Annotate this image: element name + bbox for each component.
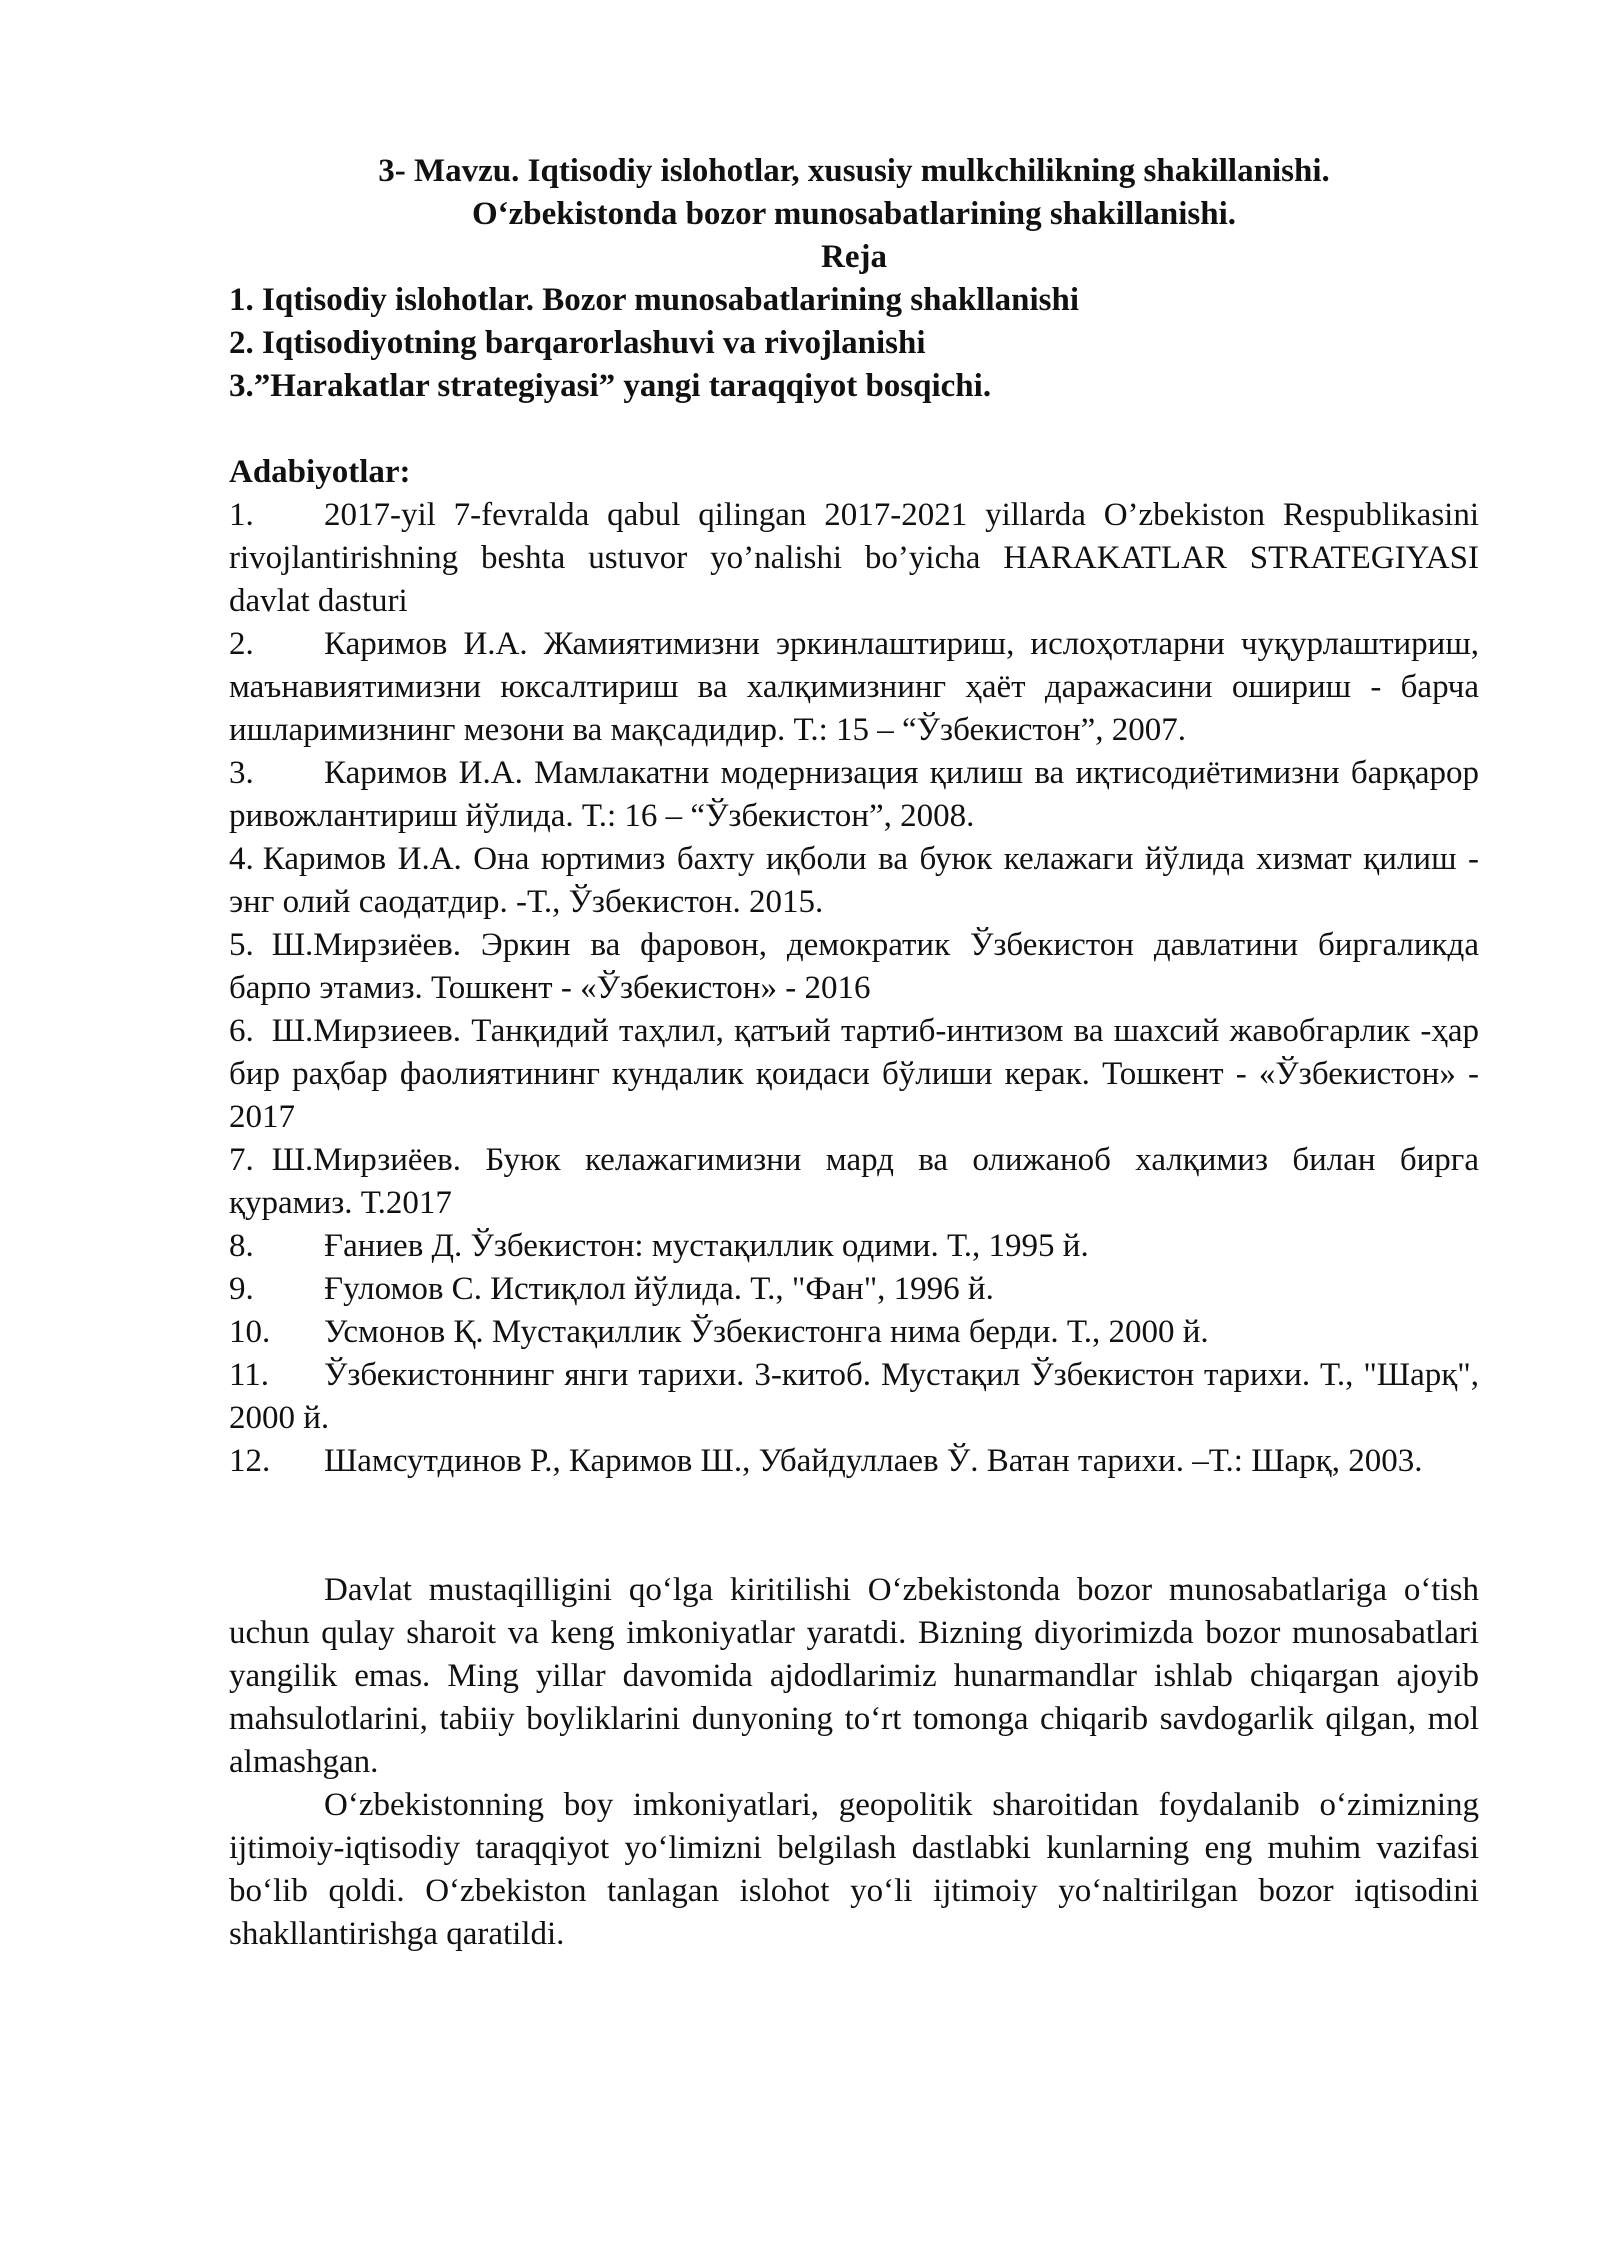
title-line-1: 3- Mavzu. Iqtisodiy islohotlar, xususiy mulkchilikning shakillanishi. [378,153,1330,189]
reference-text: Ш.Мирзиеев. Танқидий таҳлил, қатъий тартиб-интизом ва шахсий жавобгарлик -ҳар бир раҳбар фаолиятининг кундалик қоидаси бўлиши керак. Тошкент - «Ўзбекистон» - 2017 [229,1013,1479,1135]
body-paragraph: Davlat mustaqilligini qo‘lga kiritilishi O‘zbekistonda bozor munosabatlariga o‘tish uchun qulay sharoit va keng imkoniyatlar yaratdi. Bizning diyorimizda bozor munosabatlari yangilik emas. Ming yillar davomida ajdodlarimiz hunarmandlar ishlab chiqargan ajoyib mahsulotlarini, tabiiy boyliklarini dunyoning to‘rt tomonga chiqarib savdogarlik qilgan, mol almashgan. [229,1572,1479,1780]
reference-text: Шамсутдинов Р., Каримов Ш., Убайдуллаев Ў. Ватан тарихи. –Т.: Шарқ, 2003. [324,1443,1423,1479]
reference-text: Каримов И.А. Мамлакатни модернизация қилиш ва иқтисодиётимизни барқарор ривожлантириш йўлида. Т.: 16 – “Ўзбекистон”, 2008. [229,755,1479,834]
document-page [229,150,1479,1956]
reference-text: Ш.Мирзиёев. Эркин ва фаровон, демократик Ўзбекистон давлатини биргаликда барпо этамиз. Тошкент - «Ўзбекистон» - 2016 [229,927,1479,1006]
body-paragraph: O‘zbekistonning boy imkoniyatlari, geopolitik sharoitidan foydalanib o‘zimizning ijtimoiy-iqtisodiy taraqqiyot yo‘limizni belgilash dastlabki kunlarning eng muhim vazifasi bo‘lib qoldi. O‘zbekiston tanlagan islohot yo‘li ijtimoiy yo‘naltirilgan bozor iqtisodini shakllantirishga qaratildi. [229,1787,1479,1952]
reference-number: 1. [229,497,254,533]
reference-number: 3. [229,755,254,791]
reference-number: 4. [229,841,254,877]
reference-item [229,1311,1479,1354]
reference-text: Каримов И.А. Жамиятимизни эркинлаштириш, ислоҳотларни чуқурлаштириш, маънавиятимизни юксалтириш ва халқимизнинг ҳаёт даражасини ошириш - барча ишларимизнинг мезони ва мақсадидир. Т.: 15 – “Ўзбекистон”, 2007. [229,626,1479,748]
document-title [229,150,1479,279]
reference-number: 9. [229,1271,254,1307]
plan-heading: Reja [821,239,887,275]
reference-item [229,1010,1479,1139]
plan-list [229,279,1479,408]
reference-text: Ш.Мирзиёев. Буюк келажагимизни мард ва олижаноб халқимиз билан бирга қурамиз. Т.2017 [229,1142,1479,1221]
plan-item: 2. Iqtisodiyotning barqarorlashuvi va rivojlanishi [229,325,926,361]
references-heading: Adabiyotlar: [229,454,411,490]
reference-text: Ғаниев Д. Ўзбекистон: мустақиллик одими. Т., 1995 й. [324,1228,1089,1264]
reference-text: Ғуломов С. Истиқлол йўлида. Т., "Фан", 1996 й. [324,1271,994,1307]
reference-number: 11. [229,1357,270,1393]
reference-item [229,752,1479,838]
reference-item [229,1268,1479,1311]
reference-text: Усмонов Қ. Мустақиллик Ўзбекистонга нима берди. Т., 2000 й. [324,1314,1209,1350]
plan-item: 3.”Harakatlar strategiyasi” yangi taraqqiyot bosqichi. [229,368,992,404]
references-list [229,494,1479,1483]
reference-number: 8. [229,1228,254,1264]
reference-item [229,838,1479,924]
reference-text: Каримов И.А. Она юртимиз бахту иқболи ва буюк келажаги йўлида хизмат қилиш - энг олий саодатдир. -Т., Ўзбекистон. 2015. [229,841,1479,920]
reference-number: 6. [229,1013,254,1049]
reference-number: 2. [229,626,254,662]
title-line-2: O‘zbekistonda bozor munosabatlarining shakillanishi. [471,196,1237,232]
reference-number: 12. [229,1443,271,1479]
reference-number: 10. [229,1314,271,1350]
reference-number: 5. [229,927,254,963]
reference-item [229,1440,1479,1483]
reference-text: 2017-yil 7-fevralda qabul qilingan 2017-2021 yillarda O’zbekiston Respublikasini rivojlantirishning beshta ustuvor yo’nalishi bo’yicha HARAKATLAR STRATEGIYASI davlat dasturi [229,497,1479,619]
reference-number: 7. [229,1142,254,1178]
reference-text: Ўзбекистоннинг янги тарихи. 3-китоб. Мустақил Ўзбекистон тарихи. Т., "Шарқ", 2000 й. [229,1357,1479,1436]
body-text [229,1569,1479,1956]
reference-item [229,623,1479,752]
reference-item [229,924,1479,1010]
reference-item [229,494,1479,623]
reference-item [229,1354,1479,1440]
reference-item [229,1225,1479,1268]
reference-item [229,1139,1479,1225]
plan-item: 1. Iqtisodiy islohotlar. Bozor munosabatlarining shakllanishi [229,282,1079,318]
